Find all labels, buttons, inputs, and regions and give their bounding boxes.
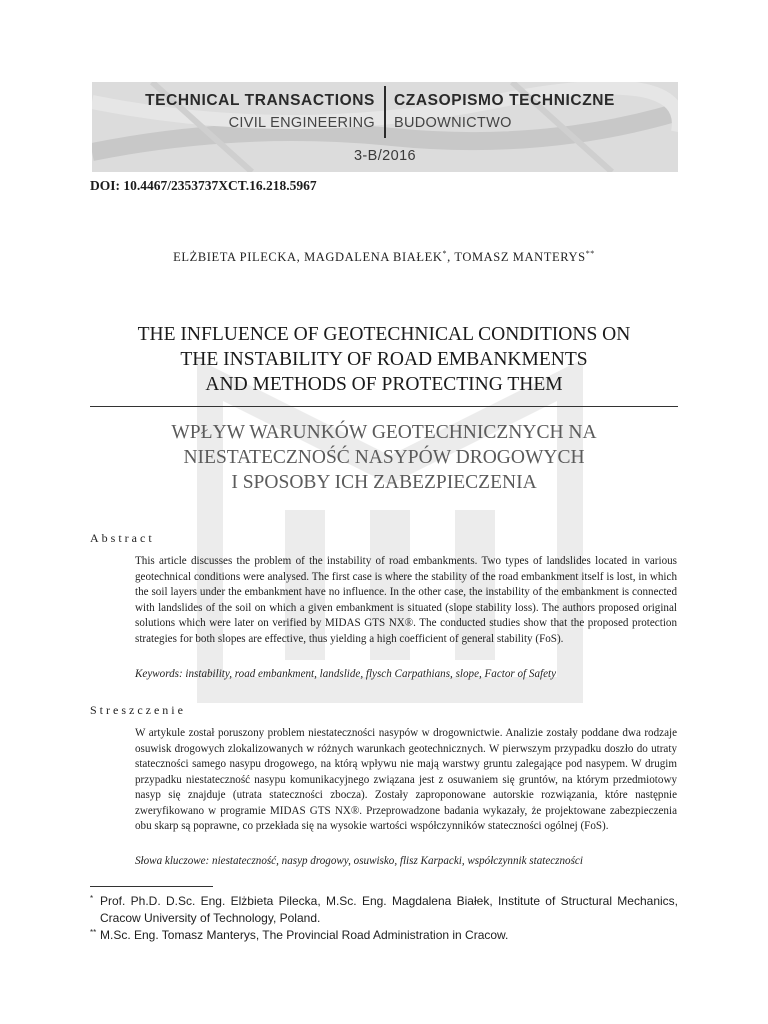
watermark-emblem bbox=[190, 360, 590, 710]
author-names-2: , TOMASZ MANTERYS bbox=[447, 250, 586, 265]
header-divider bbox=[384, 86, 386, 138]
author-names-1: ELŻBIETA PILECKA, MAGDALENA BIAŁEK bbox=[173, 250, 443, 265]
author-list bbox=[0, 249, 768, 265]
title-pl-line: NIESTATECZNOŚĆ NASYPÓW DROGOWYCH bbox=[183, 447, 585, 468]
title-divider bbox=[90, 406, 678, 407]
footnote-mark: * bbox=[90, 894, 94, 903]
journal-title-en: TECHNICAL TRANSACTIONS bbox=[145, 92, 375, 109]
paper-title-en bbox=[60, 322, 708, 397]
abstract-keywords: Keywords: instability, road embankment, landslide, flysch Carpathians, slope, Factor of Safety bbox=[135, 668, 557, 680]
title-pl-line: I SPOSOBY ICH ZABEZPIECZENIA bbox=[231, 472, 537, 493]
journal-left-block bbox=[92, 92, 375, 131]
streszczenie-text: W artykule został poruszony problem niestateczności nasypów w drogownictwie. Analizie zostały poddane dwa rodzaje osuwisk drogowych zlokalizowanych w różnych warunkach geotechnicznych. W pierwszym przypadku doszło do utraty stateczności samego nasypu drogowego, na którą wpływu nie mają warstwy gruntu zalegające pod nasypem. W drugim przypadku niestateczność nasypu komunikacyjnego związana jest z osuwaniem się gruntów, na którym przedmiotowy nasyp się znajduje (utrata stateczności zbocza). Zostały zaproponowane autorskie rozwiązania, które następnie zweryfikowano w programie MIDAS GTS NX®. Przeprowadzone badania wykazały, że projektowane zabezpieczenia obu skarp są poprawne, co przekłada się na wysokie wartości współczynników stateczności ogólnej (FoS). bbox=[135, 727, 677, 832]
paper-title-pl bbox=[60, 420, 708, 495]
doi-link[interactable]: DOI: 10.4467/2353737XCT.16.218.5967 bbox=[90, 178, 317, 193]
journal-header bbox=[92, 82, 678, 172]
title-pl-line: WPŁYW WARUNKÓW GEOTECHNICZNYCH NA bbox=[171, 422, 597, 443]
title-en-line: THE INFLUENCE OF GEOTECHNICAL CONDITIONS ON bbox=[137, 324, 631, 345]
journal-section-en: CIVIL ENGINEERING bbox=[228, 115, 375, 131]
streszczenie-label: Streszczenie bbox=[90, 703, 186, 717]
footnotes bbox=[90, 893, 678, 944]
footnote-item bbox=[90, 927, 678, 944]
author-mark-2: ** bbox=[585, 249, 595, 258]
abstract-text: This article discusses the problem of the instability of road embankments. Two types of landslides located in various geotechnical conditions were analysed. The first case is where the stability of the road embankment itself is lost, in which the soil layers under the embankment have no influence. In the other case, the instability of the embankment is connected with landslides of the soil on which a given embankment is situated (slope stability loss). The authors proposed original solutions which were later on verified by MIDAS GTS NX®. The conducted studies show that the proposed protection strategies for both slopes are effective, thus yielding a high coefficient of general stability (FoS). bbox=[135, 555, 677, 645]
title-en-line: AND METHODS OF PROTECTING THEM bbox=[205, 374, 563, 395]
streszczenie-keywords: Słowa kluczowe: niestateczność, nasyp drogowy, osuwisko, flisz Karpacki, współczynnik stateczności bbox=[135, 855, 583, 867]
footnote-text: M.Sc. Eng. Tomasz Manterys, The Provincial Road Administration in Cracow. bbox=[100, 928, 509, 942]
title-en-line: THE INSTABILITY OF ROAD EMBANKMENTS bbox=[180, 349, 588, 370]
footnote-rule bbox=[90, 886, 213, 887]
journal-title-pl: CZASOPISMO TECHNICZNE bbox=[394, 92, 615, 109]
footnote-text: Prof. Ph.D. D.Sc. Eng. Elżbieta Pilecka, M.Sc. Eng. Magdalena Białek, Institute of Structural Mechanics, Cracow University of Technology, Poland. bbox=[100, 894, 678, 925]
issue-number: 3-B/2016 bbox=[353, 148, 417, 164]
footnote-item bbox=[90, 893, 678, 927]
author-mark-1: * bbox=[442, 249, 448, 258]
abstract-label: Abstract bbox=[90, 531, 155, 545]
journal-right-block bbox=[394, 92, 674, 131]
footnote-mark: ** bbox=[90, 928, 97, 937]
journal-section-pl: BUDOWNICTWO bbox=[394, 115, 512, 131]
